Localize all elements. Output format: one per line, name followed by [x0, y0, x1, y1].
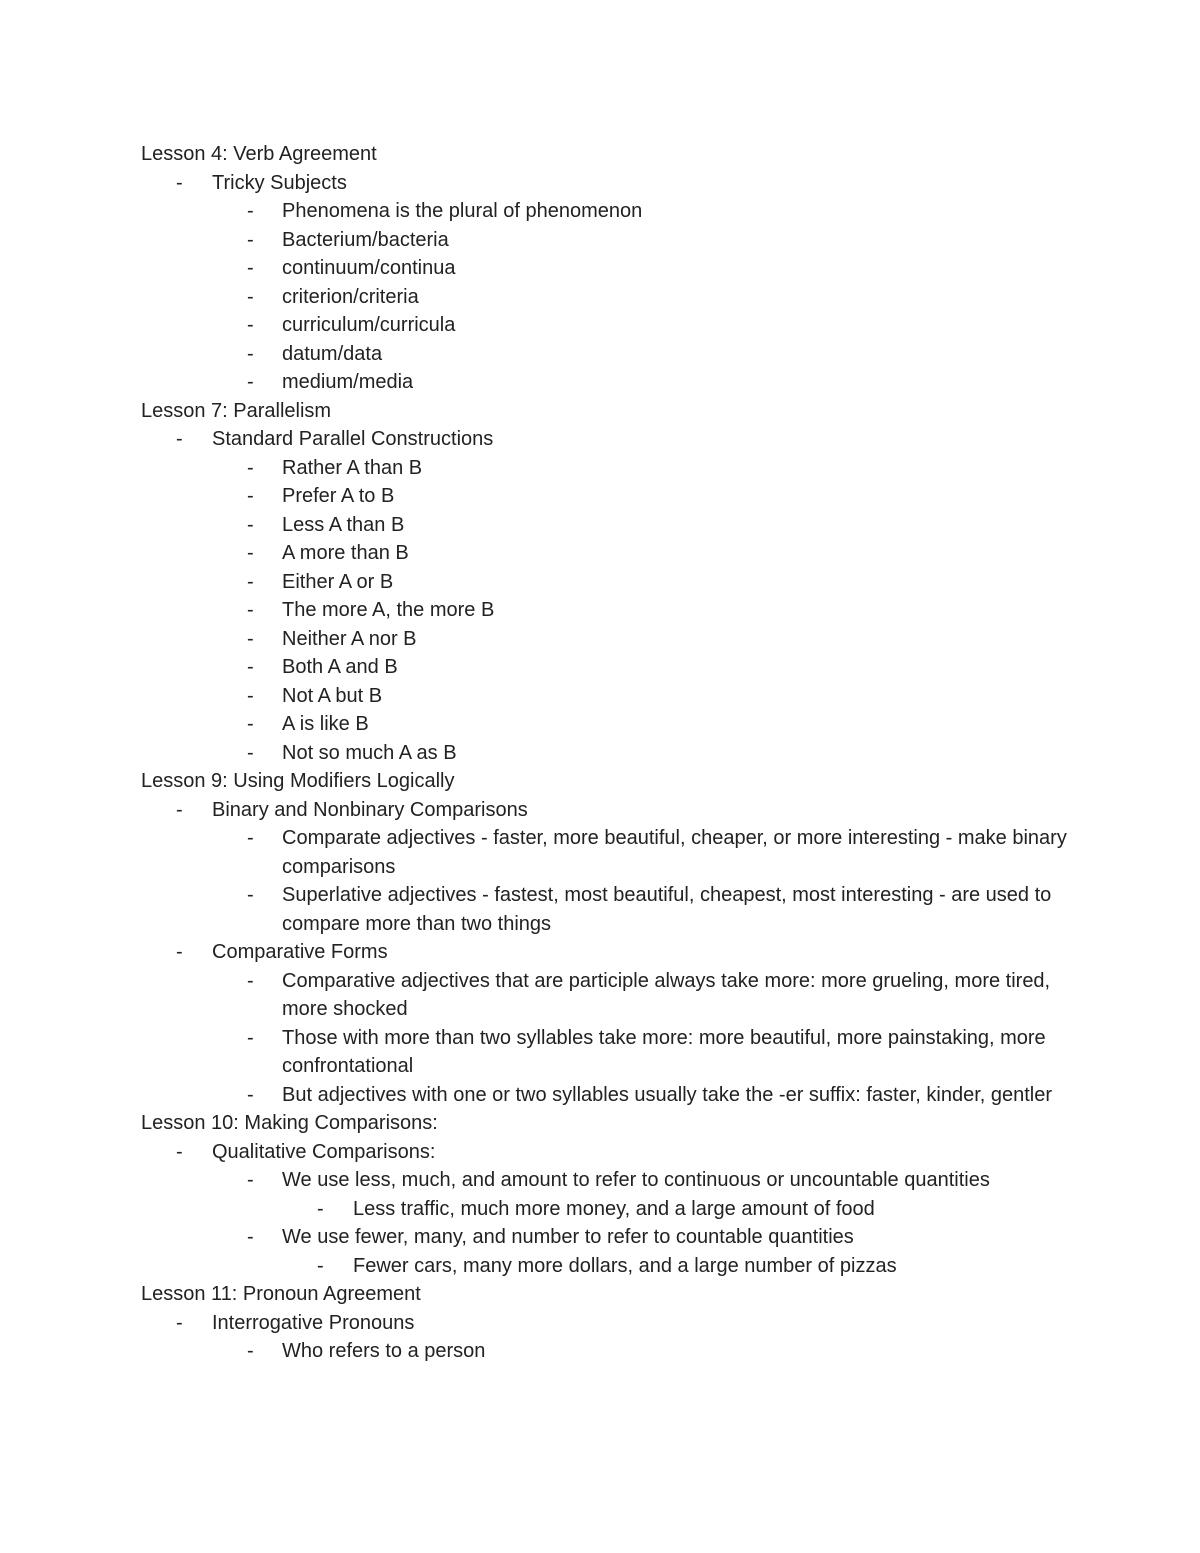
bullet-dash: - [247, 713, 254, 735]
detail-item [141, 254, 1081, 283]
detail-item-text: Superlative adjectives - fastest, most beautiful, cheapest, most interesting - are used to compare more than two things [282, 884, 1052, 935]
detail-item-text: We use fewer, many, and number to refer to countable quantities [282, 1226, 854, 1248]
detail-item-text: Rather A than B [282, 456, 423, 479]
bullet-dash: - [247, 684, 254, 707]
detail-item [141, 568, 1081, 597]
detail-item [141, 682, 1081, 711]
bullet-dash: - [247, 1169, 254, 1191]
topic-item-text: Tricky Subjects [212, 171, 347, 194]
bullet-dash: - [247, 969, 254, 992]
lesson-heading [141, 397, 1081, 426]
bullet-dash: - [176, 941, 183, 963]
detail-item-text: Less A than B [282, 513, 405, 536]
document-body [141, 140, 1081, 1366]
detail-item-text: Bacterium/bacteria [282, 228, 449, 251]
lesson-heading [141, 1109, 1081, 1138]
detail-item-text: A is like B [282, 713, 369, 735]
detail-item-text: criterion/criteria [282, 285, 419, 308]
bullet-dash: - [247, 1226, 254, 1248]
example-item-text: Less traffic, much more money, and a large amount of food [353, 1197, 875, 1220]
bullet-dash: - [247, 285, 254, 308]
detail-item-text: Not A but B [282, 684, 383, 707]
detail-item [141, 1166, 1081, 1195]
bullet-dash: - [317, 1197, 324, 1220]
detail-item [141, 1337, 1081, 1366]
bullet-dash: - [247, 257, 254, 279]
topic-item [141, 1309, 1081, 1338]
topic-item-text: Standard Parallel Constructions [212, 428, 494, 450]
detail-item [141, 653, 1081, 682]
topic-item [141, 169, 1081, 198]
lesson-heading [141, 140, 1081, 169]
lesson-heading-text: Lesson 9: Using Modifiers Logically [141, 770, 455, 792]
bullet-dash: - [247, 513, 254, 536]
detail-item [141, 311, 1081, 340]
detail-item-text: A more than B [282, 542, 409, 564]
bullet-dash: - [247, 485, 254, 507]
bullet-dash: - [247, 200, 254, 222]
detail-item-text: The more A, the more B [282, 599, 495, 621]
detail-item-text: Neither A nor B [282, 627, 417, 650]
lesson-heading-text: Lesson 4: Verb Agreement [141, 143, 377, 165]
example-item-text: Fewer cars, many more dollars, and a large number of pizzas [353, 1254, 897, 1277]
detail-item-text: Those with more than two syllables take more: more beautiful, more painstaking, more confrontational [282, 1026, 1046, 1077]
bullet-dash: - [247, 314, 254, 336]
bullet-dash: - [247, 627, 254, 650]
detail-item-text: But adjectives with one or two syllables usually take the -er suffix: faster, kinder, gentler [282, 1083, 1053, 1106]
detail-item-text: Phenomena is the plural of phenomenon [282, 200, 643, 222]
detail-item [141, 482, 1081, 511]
lesson-heading-text: Lesson 7: Parallelism [141, 399, 332, 422]
bullet-dash: - [247, 228, 254, 251]
topic-item [141, 938, 1081, 967]
lesson-heading-text: Lesson 10: Making Comparisons: [141, 1112, 438, 1134]
example-item [141, 1195, 1081, 1224]
detail-item-text: Either A or B [282, 570, 394, 593]
detail-item [141, 739, 1081, 768]
topic-item-text: Binary and Nonbinary Comparisons [212, 798, 528, 821]
detail-item [141, 967, 1081, 1024]
bullet-dash: - [247, 884, 254, 906]
bullet-dash: - [176, 798, 183, 821]
bullet-dash: - [176, 1140, 183, 1163]
bullet-dash: - [247, 570, 254, 593]
bullet-dash: - [247, 542, 254, 564]
detail-item-text: Prefer A to B [282, 485, 395, 507]
topic-item-text: Qualitative Comparisons: [212, 1140, 436, 1163]
detail-item [141, 824, 1081, 881]
detail-item [141, 283, 1081, 312]
detail-item-text: Both A and B [282, 656, 398, 678]
bullet-dash: - [247, 1340, 254, 1362]
detail-item [141, 539, 1081, 568]
bullet-dash: - [176, 1311, 183, 1334]
bullet-dash: - [247, 342, 254, 365]
bullet-dash: - [176, 428, 183, 450]
detail-item [141, 368, 1081, 397]
detail-item-text: curriculum/curricula [282, 314, 456, 336]
bullet-dash: - [176, 171, 183, 194]
detail-item [141, 881, 1081, 938]
lesson-heading [141, 767, 1081, 796]
detail-item [141, 710, 1081, 739]
detail-item [141, 340, 1081, 369]
bullet-dash: - [247, 741, 254, 764]
topic-item-text: Interrogative Pronouns [212, 1311, 415, 1334]
topic-item [141, 796, 1081, 825]
lesson-heading [141, 1280, 1081, 1309]
detail-item-text: Comparate adjectives - faster, more beautiful, cheaper, or more interesting - make binary comparisons [282, 827, 1067, 878]
detail-item-text: Who refers to a person [282, 1340, 486, 1362]
detail-item [141, 226, 1081, 255]
detail-item [141, 197, 1081, 226]
detail-item [141, 454, 1081, 483]
topic-item-text: Comparative Forms [212, 941, 388, 963]
detail-item-text: Not so much A as B [282, 741, 457, 764]
topic-item [141, 425, 1081, 454]
detail-item-text: We use less, much, and amount to refer to continuous or uncountable quantities [282, 1169, 990, 1191]
bullet-dash: - [247, 827, 254, 849]
bullet-dash: - [317, 1254, 324, 1277]
detail-item-text: continuum/continua [282, 257, 456, 279]
detail-item [141, 596, 1081, 625]
example-item [141, 1252, 1081, 1281]
detail-item [141, 1024, 1081, 1081]
bullet-dash: - [247, 1083, 254, 1106]
lesson-heading-text: Lesson 11: Pronoun Agreement [141, 1283, 421, 1305]
detail-item-text: datum/data [282, 342, 383, 365]
bullet-dash: - [247, 1026, 254, 1049]
detail-item-text: medium/media [282, 371, 414, 393]
bullet-dash: - [247, 456, 254, 479]
detail-item [141, 625, 1081, 654]
bullet-dash: - [247, 371, 254, 393]
detail-item [141, 1081, 1081, 1110]
detail-item [141, 1223, 1081, 1252]
detail-item [141, 511, 1081, 540]
topic-item [141, 1138, 1081, 1167]
detail-item-text: Comparative adjectives that are participle always take more: more grueling, more tired, more shocked [282, 969, 1051, 1020]
bullet-dash: - [247, 599, 254, 621]
bullet-dash: - [247, 656, 254, 678]
